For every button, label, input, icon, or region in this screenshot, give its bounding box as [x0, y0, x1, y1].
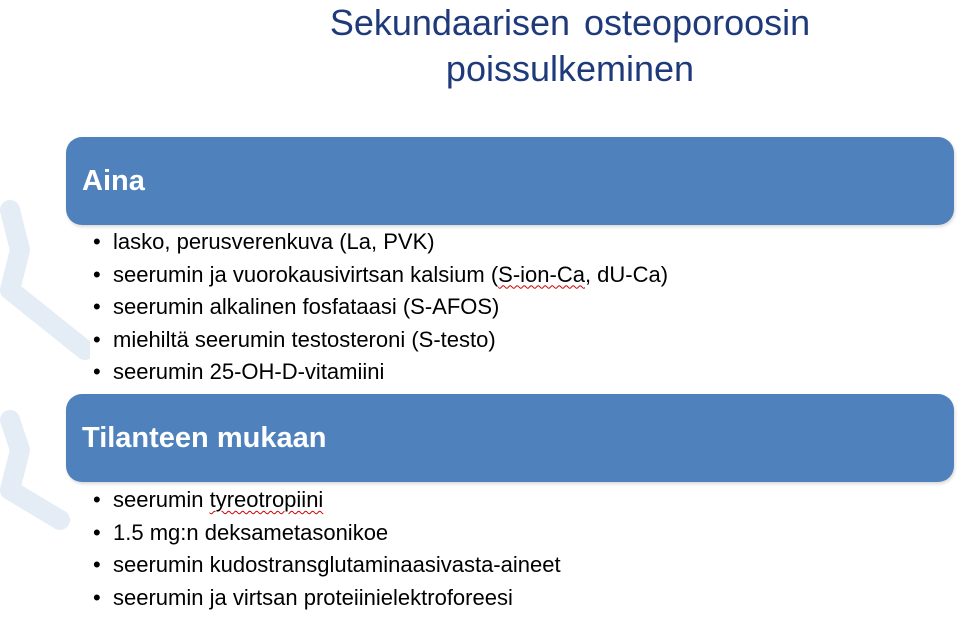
section-header-aina	[66, 137, 954, 225]
list-item-text: seerumin 25-OH-D-vitamiini	[113, 359, 385, 384]
test-list-situational	[93, 484, 561, 614]
list-item	[93, 549, 561, 582]
list-item-text: seerumin	[113, 487, 210, 512]
list-item	[93, 484, 561, 517]
list-item	[93, 291, 668, 324]
section-heading: Tilanteen mukaan	[82, 421, 327, 454]
list-item-text: seerumin ja vuorokausivirtsan kalsium (	[113, 261, 499, 287]
list-item-text: lasko, perusverenkuva (La, PVK)	[113, 229, 435, 254]
spellcheck-flagged-word: tyreotropiini	[209, 487, 324, 512]
list-item	[93, 582, 561, 615]
list-item	[93, 324, 668, 357]
spellcheck-flagged-word: S-ion-Ca	[498, 261, 585, 287]
list-item	[93, 226, 668, 259]
list-item-text: 1.5 mg:n deksametasonikoe	[113, 519, 389, 545]
section-header-tilanteen-mukaan	[66, 394, 954, 482]
list-item-text: seerumin ja virtsan proteiinielektroforeesi	[113, 584, 513, 610]
slide-title-line-2: poissulkeminen	[445, 48, 695, 89]
slide-title	[260, 0, 880, 92]
list-item	[93, 356, 668, 389]
list-item	[93, 517, 561, 550]
list-item-text: seerumin alkalinen fosfataasi (S-AFOS)	[113, 294, 500, 319]
list-item	[93, 259, 668, 292]
test-list-always	[93, 226, 668, 389]
list-item-text: seerumin kudostransglutaminaasivasta-aineet	[113, 552, 561, 577]
list-item-text-tail: , dU-Ca)	[584, 261, 669, 287]
section-heading: Aina	[82, 164, 145, 197]
list-item-text: miehiltä seerumin testosteroni (S-testo)	[113, 326, 496, 352]
slide-title-line-1: Sekundaarisen osteoporoosin	[329, 2, 811, 43]
